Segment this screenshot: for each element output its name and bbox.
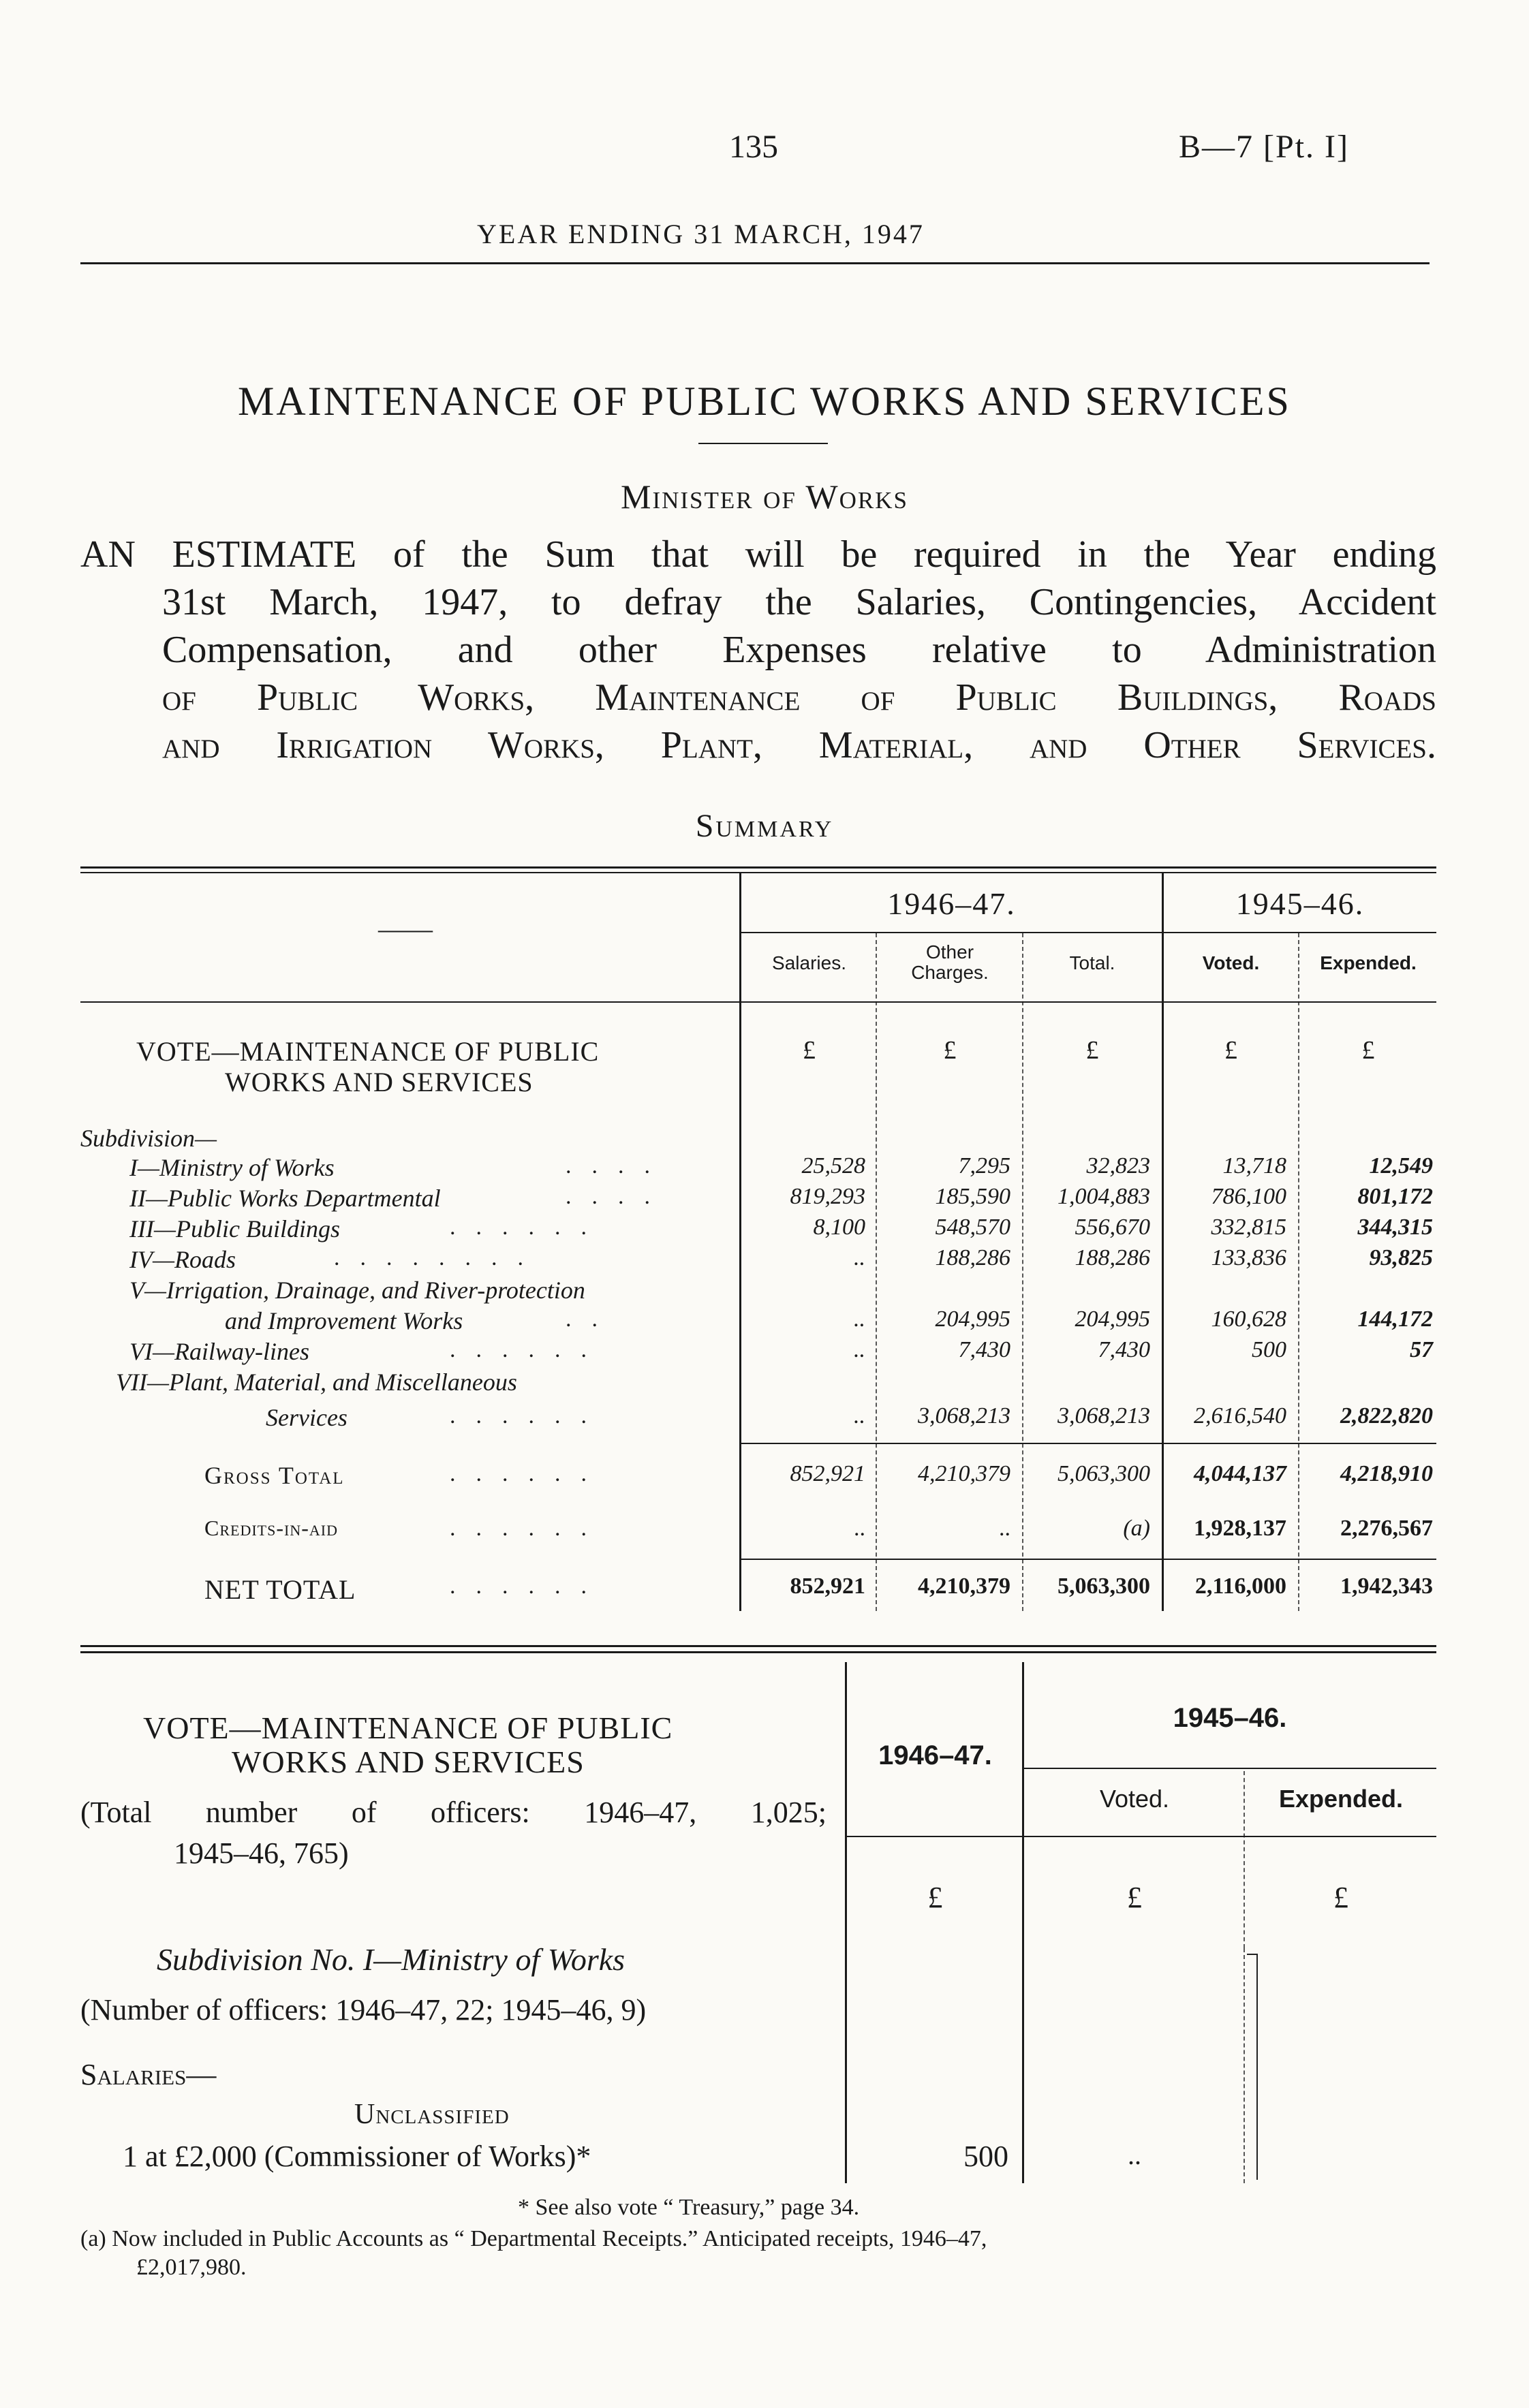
cell-salaries: 25,528: [801, 1153, 865, 1178]
summary-stub-dash: ——: [378, 913, 433, 944]
cell-voted: 133,836: [1211, 1245, 1286, 1270]
cell-salaries: 852,921: [790, 1574, 865, 1599]
vote-col-voted: Voted.: [1099, 1785, 1170, 1813]
summary-dline-2: [876, 933, 877, 1611]
subdivision-heading: Subdivision No. I—Ministry of Works: [157, 1942, 626, 1977]
col-other-1: Other: [925, 941, 974, 963]
leader-dots: ..​..​..: [450, 1403, 607, 1428]
estimate-line-5: and Irrigation Works, Plant, Material, and Other Services.: [162, 724, 1436, 766]
cell-total: 7,430: [1098, 1337, 1150, 1362]
page-title: MAINTENANCE OF PUBLIC WORKS AND SERVICES: [238, 379, 1291, 424]
header-rule: [80, 262, 1430, 264]
row-label: IV—Roads: [129, 1246, 236, 1273]
cell-salaries: 819,293: [790, 1184, 865, 1209]
vote-dline-3-cont: [1244, 1948, 1245, 2183]
cell-total: 204,995: [1075, 1307, 1150, 1332]
cell-expended: 344,315: [1357, 1215, 1433, 1240]
row-label-cont: and Improvement Works: [225, 1307, 463, 1334]
pound-sign: £: [1361, 1036, 1375, 1065]
summary-dline-5: [1298, 933, 1299, 1611]
cell-voted: 500: [1252, 1337, 1286, 1362]
cell-total: 556,670: [1075, 1215, 1150, 1240]
cell-expended: 4,218,910: [1340, 1461, 1433, 1486]
footnote-star: * See also vote “ Treasury,” page 34.: [518, 2195, 860, 2220]
summary-vote-1: VOTE—MAINTENANCE OF PUBLIC: [136, 1036, 600, 1067]
cell-total: 5,063,300: [1057, 1461, 1150, 1486]
vote-year-rule: [1024, 1768, 1436, 1769]
summary-heading: Summary: [695, 808, 834, 844]
title-rule: [698, 443, 828, 444]
row-label: III—Public Buildings: [129, 1215, 340, 1242]
leader-dots: ..​..​..: [450, 1215, 607, 1240]
cell-expended: 1,942,343: [1340, 1574, 1433, 1599]
cell-other: 3,068,213: [918, 1403, 1010, 1428]
cell-total: 188,286: [1075, 1245, 1150, 1270]
row-label-cont: Services: [266, 1404, 348, 1431]
cell-other: 4,210,379: [918, 1461, 1010, 1486]
cell-salaries: ..: [854, 1403, 865, 1428]
cell-total: 1,004,883: [1057, 1184, 1150, 1209]
subdivision-label: Subdivision—: [80, 1125, 217, 1152]
net-total-label: NET TOTAL: [204, 1574, 356, 1605]
summary-bottom-rule: [80, 1645, 1436, 1647]
estimate-line-2: 31st March, 1947, to defray the Salaries, Contingencies, Accident: [162, 581, 1436, 623]
summary-vline-1: [739, 872, 741, 1611]
estimate-line-4: of Public Works, Maintenance of Public Buildings, Roads: [162, 676, 1436, 719]
summary-year-rule: [741, 932, 1436, 933]
leader-dots: ..​..​..: [450, 1516, 607, 1541]
vote-year-b: 1945–46.: [1173, 1703, 1287, 1733]
cell-salaries: ..: [854, 1245, 865, 1270]
cell-other: 548,570: [935, 1215, 1010, 1240]
leader-dots: ..: [566, 1307, 618, 1332]
col-expended: Expended.: [1320, 952, 1417, 973]
brace: [1247, 1954, 1258, 2180]
leader-dots: ..​..: [566, 1184, 670, 1209]
cell-total: 5,063,300: [1057, 1574, 1150, 1599]
credits-label: Credits-in-aid: [204, 1516, 338, 1540]
cell-salaries: 852,921: [790, 1461, 865, 1486]
subdivision-officers: (Number of officers: 1946–47, 22; 1945–46, 9): [80, 1993, 647, 2027]
cell-voted: 332,815: [1211, 1215, 1286, 1240]
cell-salaries: 8,100: [813, 1215, 865, 1240]
vote-officers-1: (Total number of officers: 1946–47, 1,025;: [80, 1796, 827, 1829]
row-label: II—Public Works Departmental: [129, 1185, 441, 1212]
cell-expended: 801,172: [1357, 1184, 1433, 1209]
pound-sign: £: [1224, 1036, 1237, 1065]
cell-salaries: ..: [854, 1516, 865, 1541]
summary-year-b: 1945–46.: [1235, 886, 1365, 921]
cell-expended: 144,172: [1357, 1307, 1433, 1332]
cell-total: (a): [1123, 1516, 1150, 1541]
vote-vline-2: [1022, 1662, 1024, 1948]
item-commissioner: 1 at £2,000 (Commissioner of Works)*: [123, 2140, 591, 2173]
cell-voted: 160,628: [1211, 1307, 1286, 1332]
summary-bottom-rule-2: [80, 1651, 1436, 1653]
pound-sign: £: [803, 1036, 816, 1065]
row-label: V—Irrigation, Drainage, and River-protection: [129, 1277, 585, 1304]
cell-total: 3,068,213: [1057, 1403, 1150, 1428]
pound-sign: £: [1127, 1881, 1142, 1914]
cell-voted: 2,616,540: [1194, 1403, 1286, 1428]
document-ref: B—7 [Pt. I]: [1179, 129, 1349, 165]
cell-other: 7,430: [958, 1337, 1010, 1362]
year-line: YEAR ENDING 31 MARCH, 1947: [477, 219, 925, 249]
vote-header-rule: [847, 1836, 1436, 1837]
col-other-2: Charges.: [911, 962, 989, 983]
summary-dline-3: [1022, 933, 1023, 1611]
gross-total-rule: [741, 1443, 1436, 1444]
cell-voted: 2,116,000: [1194, 1574, 1286, 1599]
cell-other: 204,995: [935, 1307, 1010, 1332]
pound-sign: £: [1333, 1881, 1348, 1914]
cell-other: ..: [999, 1516, 1010, 1541]
cell-expended: 57: [1410, 1337, 1433, 1362]
salaries-heading: Salaries—: [80, 2058, 217, 2091]
net-total-rule: [741, 1559, 1436, 1560]
leader-dots: ..​..: [566, 1153, 670, 1178]
item-voted: ..: [1128, 2140, 1141, 2170]
col-salaries: Salaries.: [772, 952, 846, 973]
vote-col-expended: Expended.: [1278, 1785, 1404, 1813]
cell-voted: 13,718: [1222, 1153, 1286, 1178]
leader-dots: ..​..​..: [450, 1461, 607, 1486]
summary-vline-4: [1162, 872, 1164, 1611]
vote-dline-3: [1244, 1771, 1245, 1948]
vote-title-2: WORKS AND SERVICES: [232, 1745, 585, 1779]
leader-dots: ..​..​..: [450, 1574, 607, 1599]
footnote-a: (a) Now included in Public Accounts as “ Departmental Receipts.” Anticipated receipts, 1946–47,: [80, 2226, 987, 2251]
pound-sign: £: [943, 1036, 957, 1065]
cell-expended: 93,825: [1369, 1245, 1433, 1270]
col-voted: Voted.: [1202, 952, 1260, 973]
pound-sign: £: [1085, 1036, 1099, 1065]
minister-heading: Minister of Works: [620, 478, 908, 516]
gross-total-label: Gross Total: [204, 1462, 345, 1489]
page-number: 135: [729, 129, 778, 165]
item-value: 500: [963, 2140, 1008, 2173]
estimate-line-3: Compensation, and other Expenses relative to Administration: [162, 629, 1436, 671]
cell-expended: 12,549: [1369, 1153, 1433, 1178]
cell-salaries: ..: [854, 1307, 865, 1332]
vote-title-1: VOTE—MAINTENANCE OF PUBLIC: [143, 1710, 673, 1745]
unclassified-heading: Unclassified: [354, 2099, 510, 2130]
cell-expended: 2,822,820: [1340, 1403, 1433, 1428]
vote-year-a: 1946–47.: [878, 1740, 992, 1770]
cell-voted: 1,928,137: [1194, 1516, 1286, 1541]
vote-vline-2-cont: [1022, 1948, 1024, 2183]
cell-salaries: ..: [854, 1337, 865, 1362]
pound-sign: £: [927, 1881, 943, 1914]
cell-voted: 4,044,137: [1194, 1461, 1286, 1486]
summary-header-rule: [80, 1001, 1436, 1003]
leader-dots: ..​..​..​..: [334, 1245, 544, 1270]
summary-year-a: 1946–47.: [887, 886, 1016, 921]
estimate-line-1: AN ESTIMATE of the Sum that will be required in the Year ending: [80, 533, 1436, 576]
cell-expended: 2,276,567: [1340, 1516, 1433, 1541]
vote-vline-1-cont: [845, 1948, 847, 2183]
col-total: Total.: [1069, 952, 1115, 973]
summary-top-rule-2: [80, 872, 1436, 873]
cell-other: 7,295: [958, 1153, 1010, 1178]
row-label: I—Ministry of Works: [129, 1154, 335, 1181]
summary-vote-2: WORKS AND SERVICES: [225, 1067, 534, 1097]
cell-other: 188,286: [935, 1245, 1010, 1270]
row-label: VII—Plant, Material, and Miscellaneous: [116, 1369, 517, 1396]
leader-dots: ..​..​..: [450, 1337, 607, 1362]
cell-other: 185,590: [935, 1184, 1010, 1209]
row-label: VI—Railway-lines: [129, 1338, 309, 1365]
vote-vline-1: [845, 1662, 847, 1948]
vote-officers-2: 1945–46, 765): [174, 1836, 349, 1870]
summary-top-rule: [80, 866, 1436, 869]
footnote-a-cont: £2,017,980.: [136, 2255, 247, 2280]
cell-voted: 786,100: [1211, 1184, 1286, 1209]
cell-total: 32,823: [1086, 1153, 1150, 1178]
cell-other: 4,210,379: [918, 1574, 1010, 1599]
